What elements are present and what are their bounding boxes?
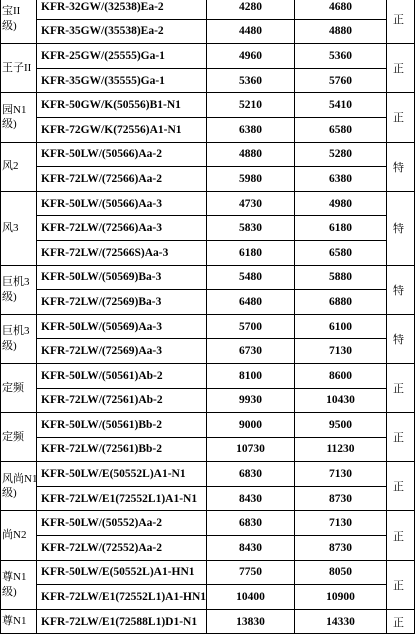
price-cell-2: 11230 [295,437,387,462]
category-tag-cell: 正 [387,363,415,412]
price-cell-2: 6380 [295,167,387,192]
table-row [1,339,415,364]
table-row [1,240,415,265]
series-name-cell [1,191,37,265]
table-row [1,68,415,93]
model-cell: KFR-72LW/E1(72552L1)A1-N1 [37,486,207,511]
model-cell: KFR-32GW/(32538)Ea-2 [37,0,207,19]
table-row [1,290,415,315]
table-row [1,265,415,290]
price-cell-1: 6180 [207,240,295,265]
series-name-line: 级) [2,290,17,303]
price-cell-2: 10900 [295,585,387,610]
table-row [1,314,415,339]
series-name-line: 园N1 [2,103,27,116]
category-tag-cell: 特 [387,191,415,265]
price-cell-1: 7750 [207,560,295,585]
category-tag-cell: 正 [387,0,415,44]
series-name-cell [1,93,37,142]
series-name-line: 定频 [2,381,24,394]
series-name-line: 级) [2,585,17,598]
price-cell-1: 6830 [207,462,295,487]
model-cell: KFR-35GW/(35538)Ea-2 [37,19,207,44]
series-name-cell [1,314,37,363]
series-name-line: 王子II [2,61,32,74]
price-cell-2: 7130 [295,462,387,487]
table-row [1,216,415,241]
price-cell-1: 5980 [207,167,295,192]
price-cell-2: 9500 [295,413,387,438]
table-row [1,191,415,216]
model-cell: KFR-72LW/(72569)Aa-3 [37,339,207,364]
series-name-line: 级) [2,20,17,33]
series-name-cell [1,44,37,93]
table-row [1,560,415,585]
series-name-cell [1,142,37,191]
series-name-cell [1,0,37,44]
category-tag-cell: 正 [387,413,415,462]
series-name-line: 巨机3 [2,275,30,288]
price-cell-2: 5880 [295,265,387,290]
price-cell-1: 5210 [207,93,295,118]
model-cell: KFR-50LW/E(50552L)A1-HN1 [37,560,207,585]
series-name-cell [1,511,37,560]
category-tag-cell: 正 [387,560,415,609]
price-cell-1: 6380 [207,117,295,142]
series-name-cell [1,265,37,314]
series-name-line: 尊N1 [2,615,27,628]
category-tag-cell: 正 [387,609,415,634]
model-cell: KFR-72LW/E1(72588L1)D1-N1 [37,609,207,634]
series-name-line: 宝II [2,5,21,18]
series-name-line: 定频 [2,430,24,443]
table-row [1,363,415,388]
table-row [1,511,415,536]
price-cell-1: 8430 [207,486,295,511]
model-cell: KFR-50LW/(50569)Ba-3 [37,265,207,290]
price-cell-2: 8730 [295,486,387,511]
table-row [1,585,415,610]
model-cell: KFR-50LW/(50561)Ab-2 [37,363,207,388]
table-row [1,486,415,511]
price-cell-2: 6580 [295,117,387,142]
series-name-line: 巨机3 [2,324,30,337]
price-cell-1: 5360 [207,68,295,93]
series-name-cell [1,413,37,462]
price-cell-1: 5480 [207,265,295,290]
table-row [1,167,415,192]
series-name-line: 级) [2,487,17,500]
series-name-line: 风尚N1 [2,472,38,485]
price-cell-1: 6480 [207,290,295,315]
table-row [1,44,415,69]
category-tag-cell: 特 [387,265,415,314]
price-table-body [1,0,415,634]
price-cell-1: 9930 [207,388,295,413]
model-cell: KFR-72LW/(72561)Bb-2 [37,437,207,462]
model-cell: KFR-72LW/(72566S)Aa-3 [37,240,207,265]
series-name-cell [1,609,37,634]
model-cell: KFR-72LW/(72552)Aa-2 [37,536,207,561]
price-cell-2: 4980 [295,191,387,216]
price-cell-1: 4480 [207,19,295,44]
category-tag-cell: 特 [387,314,415,363]
price-cell-1: 8100 [207,363,295,388]
table-row [1,93,415,118]
price-cell-2: 7130 [295,339,387,364]
price-cell-1: 8430 [207,536,295,561]
model-cell: KFR-72LW/(72566)Aa-2 [37,167,207,192]
series-name-line: 尚N2 [2,529,27,542]
model-cell: KFR-25GW/(25555)Ga-1 [37,44,207,69]
series-name-cell [1,363,37,412]
price-cell-1: 6830 [207,511,295,536]
series-name-line: 级) [2,118,17,131]
series-name-cell [1,462,37,511]
model-cell: KFR-72LW/(72561)Ab-2 [37,388,207,413]
price-cell-2: 8050 [295,560,387,585]
price-cell-1: 4280 [207,0,295,19]
price-cell-2: 8600 [295,363,387,388]
price-cell-1: 5700 [207,314,295,339]
price-cell-2: 4880 [295,19,387,44]
model-cell: KFR-72GW/K(72556)A1-N1 [37,117,207,142]
series-name-line: 尊N1 [2,570,27,583]
price-cell-2: 5760 [295,68,387,93]
price-cell-2: 14330 [295,609,387,634]
series-name-line: 级) [2,339,17,352]
price-cell-1: 4880 [207,142,295,167]
model-cell: KFR-50LW/(50566)Aa-3 [37,191,207,216]
model-cell: KFR-50GW/K(50556)B1-N1 [37,93,207,118]
price-cell-2: 6880 [295,290,387,315]
price-cell-2: 6180 [295,216,387,241]
price-cell-2: 5410 [295,93,387,118]
price-cell-2: 6580 [295,240,387,265]
table-row [1,19,415,44]
price-cell-1: 13830 [207,609,295,634]
model-cell: KFR-72LW/E1(72552L1)A1-HN1 [37,585,207,610]
model-cell: KFR-72LW/(72569)Ba-3 [37,290,207,315]
series-name-line: 风3 [2,221,19,234]
model-cell: KFR-50LW/(50569)Aa-3 [37,314,207,339]
model-cell: KFR-50LW/(50566)Aa-2 [37,142,207,167]
price-cell-1: 4730 [207,191,295,216]
price-cell-2: 7130 [295,511,387,536]
price-cell-1: 10730 [207,437,295,462]
model-cell: KFR-50LW/(50552)Aa-2 [37,511,207,536]
series-name-cell [1,560,37,609]
price-cell-1: 4960 [207,44,295,69]
price-cell-1: 6730 [207,339,295,364]
price-cell-2: 5280 [295,142,387,167]
model-cell: KFR-35GW/(35555)Ga-1 [37,68,207,93]
category-tag-cell: 特 [387,142,415,191]
price-cell-2: 4680 [295,0,387,19]
category-tag-cell: 正 [387,44,415,93]
table-row [1,388,415,413]
model-cell: KFR-50LW/(50561)Bb-2 [37,413,207,438]
category-tag-cell: 正 [387,462,415,511]
table-row [1,117,415,142]
model-cell: KFR-72LW/(72566)Aa-3 [37,216,207,241]
price-cell-1: 10400 [207,585,295,610]
model-cell: KFR-50LW/E(50552L)A1-N1 [37,462,207,487]
table-row [1,413,415,438]
table-row [1,437,415,462]
price-cell-2: 10430 [295,388,387,413]
category-tag-cell: 正 [387,511,415,560]
price-cell-2: 8730 [295,536,387,561]
price-cell-2: 6100 [295,314,387,339]
price-cell-1: 5830 [207,216,295,241]
price-cell-1: 9000 [207,413,295,438]
table-row [1,0,415,19]
category-tag-cell: 正 [387,93,415,142]
table-row [1,142,415,167]
table-row [1,536,415,561]
price-cell-2: 5360 [295,44,387,69]
table-row [1,462,415,487]
series-name-line: 风2 [2,160,19,173]
table-row [1,609,415,634]
